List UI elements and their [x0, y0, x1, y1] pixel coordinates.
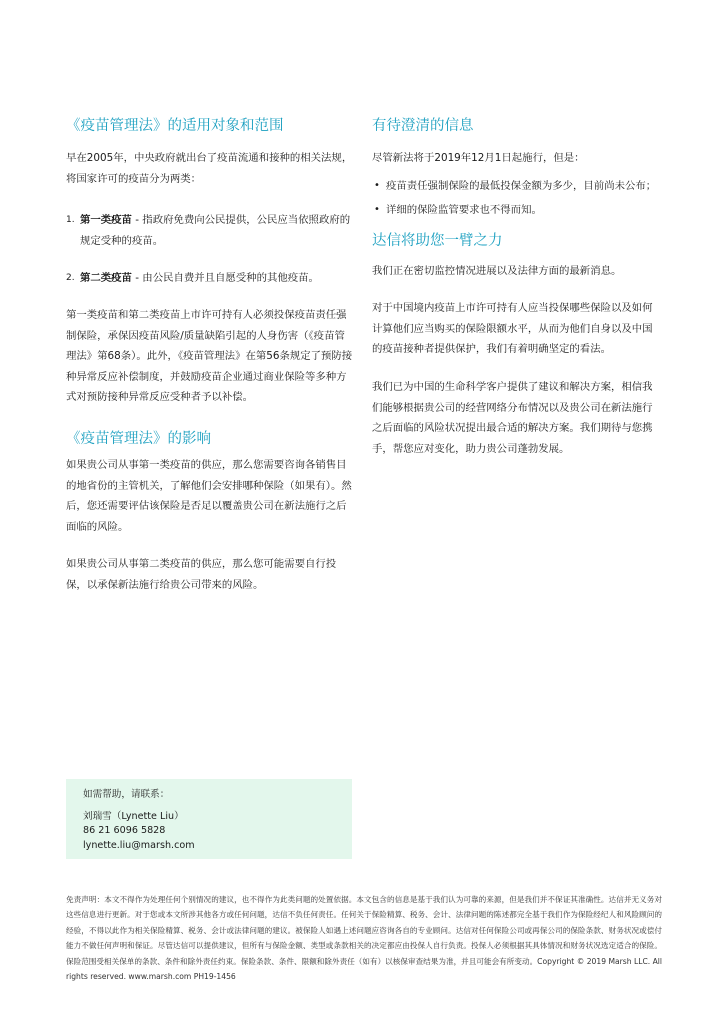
section-title-clarify: 有待澄清的信息 — [372, 118, 474, 134]
scope-paragraph: 第一类疫苗和第二类疫苗上市许可持有人必须投保疫苗责任强制保险，承保因疫苗风险/质量缺陷引起的人身伤害（《疫苗管理法》第68条）。此外，《疫苗管理法》在第56条规定了预防接种异常反应补偿制度，并鼓励疫苗企业通过商业保险等多种方式对预防接种异常反应受种者予以补偿。 — [66, 308, 353, 404]
contact-name: 刘瑞雪（Lynette Liu） — [83, 811, 184, 823]
help-paragraph-3: 我们已为中国的生命科学客户提供了建议和解决方案，相信我们能够根据贵公司的经营网络分布情况以及贵公司在新法施行之后面临的风险状况提出最合适的解决方案。我们期待与您携手，帮您应对变化，助力贵公司蓬勃发展。 — [372, 380, 653, 455]
help-paragraph-1: 我们正在密切监控情况进展以及法律方面的最新消息。 — [372, 264, 622, 277]
contact-phone: 86 21 6096 5828 — [83, 825, 166, 837]
help-paragraph-2: 对于中国境内疫苗上市许可持有人应当投保哪些保险以及如何计算他们应当购买的保险限额水平，从而为他们自身以及中国的疫苗接种者提供保护，我们有着明确坚定的看法。 — [372, 302, 653, 356]
disclaimer: 免责声明：本文不得作为处理任何个别情况的建议，也不得作为此类问题的处置依据。本文包含的信息是基于我们认为可靠的来源，但是我们并不保证其准确性。达信并无义务对这些信息进行更新。对于您或本文所涉其他各方或任何问题，达信不负任何责任。任何关于保险精算、税务、会计、法律问题的陈述都完全基于我们作为保险经纪人和风险顾问的经验，不得以此作为相关保险精算、税务、会计或法律问题的建议。被保险人如遇上述问题应咨询各自的专业顾问。达信对任何保险公司或再保公司的保险条款、财务状况或偿付能力不做任何声明和保证。尽管达信可以提供建议，但所有与保险金额、类型或条款相关的决定都应由投保人自行负责。投保人必须根据其具体情况和财务状况选定适合的保险。保险范围受相关保单的条款、条件和除外责任约束。保险条款、条件、限额和除外责任（如有）以核保审查结果为准，并且可能会有所变动。Copyright © 2019 Marsh LLC. All rights reserved. www.marsh.com PH19-1456 — [66, 895, 662, 982]
left-column — [66, 116, 354, 596]
impact-paragraph-1: 如果贵公司从事第一类疫苗的供应，那么您需要咨询各销售目的地省份的主管机关，了解他们会安排哪种保险（如果有）。然后，您还需要评估该保险是否足以覆盖贵公司在新法施行之后面临的风险。 — [66, 458, 352, 533]
section-title-help: 达信将助您一臂之力 — [372, 232, 503, 249]
list-item-category-1 — [66, 210, 354, 251]
right-column — [372, 116, 660, 459]
contact-heading: 如需帮助，请联系： — [83, 789, 170, 800]
list-item-bold: 第二类疫苗 — [80, 272, 132, 285]
list-item-text: - 由公民自费并且自愿受种的其他疫苗。 — [131, 272, 319, 285]
list-number: 1. — [66, 215, 75, 226]
bullet-icon: • — [374, 179, 380, 191]
list-item-category-2 — [66, 268, 354, 289]
list-item-bold: 第一类疫苗 — [80, 214, 132, 227]
bullet-text: 疫苗责任强制保险的最低投保金额为多少，目前尚未公布； — [386, 179, 657, 192]
contact-email-link[interactable]: lynette.liu@marsh.com — [83, 839, 195, 851]
bullet-text: 详细的保险监管要求也不得而知。 — [386, 203, 542, 216]
section-title-scope: 《疫苗管理法》的适用对象和范围 — [66, 118, 284, 134]
bullet-item — [372, 177, 660, 195]
bullet-item — [372, 201, 660, 219]
bullet-icon: • — [374, 203, 380, 215]
list-number: 2. — [66, 273, 75, 284]
section-title-impact: 《疫苗管理法》的影响 — [66, 430, 211, 447]
list-item-text: - 指政府免费向公民提供，公民应当依照政府的规定受种的疫苗。 — [80, 214, 351, 247]
scope-intro: 早在2005年，中央政府就出台了疫苗流通和接种的相关法规，将国家许可的疫苗分为两类： — [66, 152, 353, 185]
contact-box — [66, 779, 352, 859]
clarify-intro: 尽管新法将于2019年12月1日起施行，但是： — [372, 152, 585, 164]
impact-paragraph-2: 如果贵公司从事第二类疫苗的供应，那么您可能需要自行投保，以承保新法施行给贵公司带来的风险。 — [66, 558, 337, 591]
